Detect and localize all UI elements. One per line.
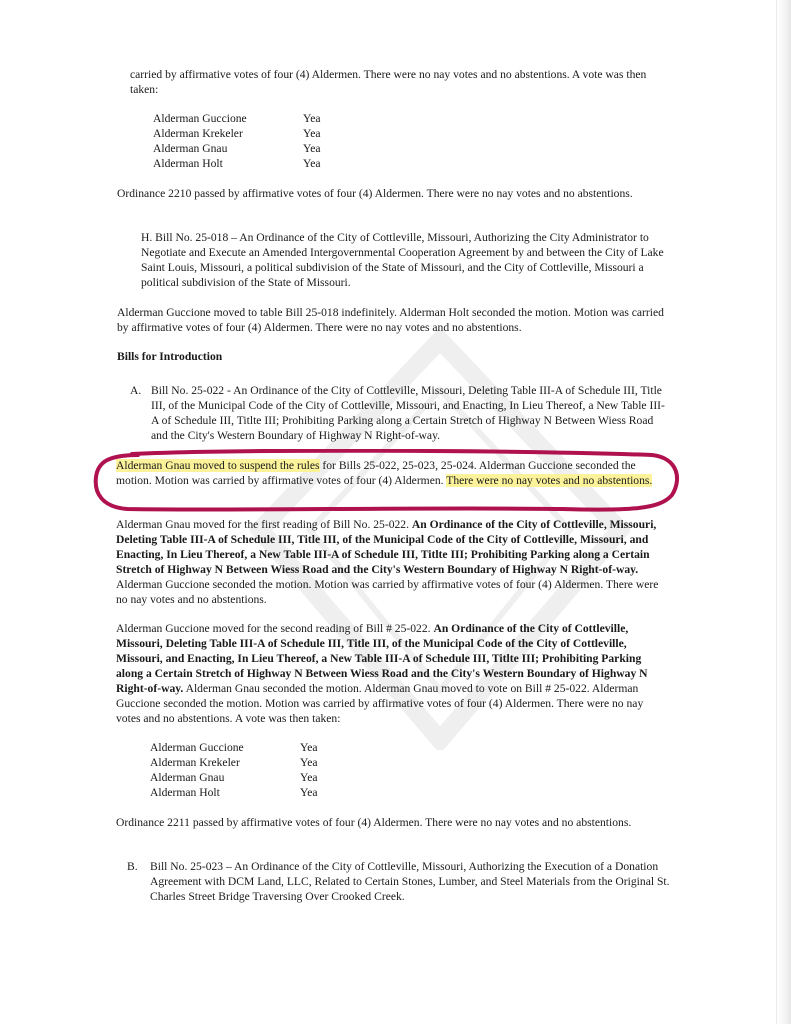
item-a-label: A. bbox=[130, 384, 142, 397]
item-h-bill-25-018: H. Bill No. 25-018 – An Ordinance of the City of Cottleville, Missouri, Authorizing the City Administrator to Negotiate and Execute an Amended Intergovernmental Cooperation Agreement by and between the City of Lake Saint Louis, Missouri, a political subdivision of the State of Missouri, and the City of Cottleville, Missouri a political subdivision of the State of Missouri. bbox=[141, 231, 664, 289]
voter-name: Alderman Krekeler bbox=[153, 127, 243, 140]
highlight-no-nay: There were no nay votes and no abstentions. bbox=[446, 474, 653, 487]
item-b-bill-25-023: Bill No. 25-023 – An Ordinance of the City of Cottleville, Missouri, Authorizing the Execution of a Donation Agreement with DCM Land, LLC, Related to Certain Stones, Lumber, and Steel Materials from the Original St. Charles Street Bridge Traversing Over Crooked Creek. bbox=[150, 860, 670, 903]
paragraph-suspend-rules: Alderman Gnau moved to suspend the rules for Bills 25-022, 25-023, 25-024. Alderman Guccione seconded the motion. Motion was carried by affirmative votes of four (4) Aldermen. There were no nay votes and no abstentions. bbox=[116, 459, 653, 487]
voter-vote: Yea bbox=[300, 786, 318, 799]
paragraph-vote-intro: carried by affirmative votes of four (4) Aldermen. There were no nay votes and no abstentions. A vote was then taken: bbox=[130, 68, 647, 96]
paragraph-table-motion: Alderman Guccione moved to table Bill 25-018 indefinitely. Alderman Holt seconded the motion. Motion was carried by affirmative votes of four (4) Aldermen. There were no nay votes and no abstentions. bbox=[117, 306, 664, 334]
voter-name: Alderman Holt bbox=[153, 157, 223, 170]
voter-vote: Yea bbox=[300, 741, 318, 754]
voter-vote: Yea bbox=[303, 127, 321, 140]
voter-name: Alderman Guccione bbox=[150, 741, 244, 754]
voter-name: Alderman Guccione bbox=[153, 112, 247, 125]
voter-vote: Yea bbox=[300, 771, 318, 784]
section-heading: Bills for Introduction bbox=[117, 350, 223, 363]
paragraph-ordinance-2211: Ordinance 2211 passed by affirmative votes of four (4) Aldermen. There were no nay votes and no abstentions. bbox=[116, 816, 632, 829]
paragraph-second-reading: Alderman Guccione moved for the second reading of Bill # 25-022. An Ordinance of the City of Cottleville, Missouri, Deleting Table III-A of Schedule III, Title III, of the Municipal Code of the City of Cottleville, Missouri, and Enacting, In Lieu Thereof, a New Table III-A of Schedule III, Titlte III; Prohibiting Parking along a Certain Stretch of Highway N Between Wiess Road and the City's Western Boundary of Highway N Right-of-way. Alderman Gnau seconded the motion. Alderman Gnau moved to vote on Bill # 25-022. Alderman Guccione seconded the motion. Motion was carried by affirmative votes of four (4) Aldermen. There were no nay votes and no abstentions. A vote was then taken: bbox=[116, 622, 648, 725]
paragraph-first-reading: Alderman Gnau moved for the first reading of Bill No. 25-022. An Ordinance of the City of Cottleville, Missouri, Deleting Table III-A of Schedule III, Title III, of the Municipal Code of the City of Cottleville, Missouri, and Enacting, In Lieu Thereof, a New Table III-A of Schedule III, Titlte III; Prohibiting Parking along a Certain Stretch of Highway N Between Wiess Road and the City's Western Boundary of Highway N Right-of-way. Alderman Guccione seconded the motion. Motion was carried by affirmative votes of four (4) Aldermen. There were no nay votes and no abstentions. bbox=[116, 518, 659, 606]
voter-vote: Yea bbox=[303, 112, 321, 125]
voter-vote: Yea bbox=[300, 756, 318, 769]
voter-name: Alderman Krekeler bbox=[150, 756, 240, 769]
voter-name: Alderman Holt bbox=[150, 786, 220, 799]
item-b-label: B. bbox=[127, 860, 138, 873]
voter-name: Alderman Gnau bbox=[150, 771, 225, 784]
voter-vote: Yea bbox=[303, 142, 321, 155]
highlight-suspend: Alderman Gnau moved to suspend the rules bbox=[116, 459, 320, 472]
scan-edge bbox=[776, 0, 791, 1024]
item-a-bill-25-022: Bill No. 25-022 - An Ordinance of the City of Cottleville, Missouri, Deleting Table III-A of Schedule III, Title III, of the Municipal Code of the City of Cottleville, Missouri, and Enacting, In Lieu Thereof, a New Table III-A of Schedule III, Titlte III; Prohibiting Parking along a Certain Stretch of Highway N Between Wiess Road and the City's Western Boundary of Highway N Right-of-way. bbox=[151, 384, 665, 442]
paragraph-ordinance-2210: Ordinance 2210 passed by affirmative votes of four (4) Aldermen. There were no nay votes and no abstentions. bbox=[117, 187, 633, 200]
voter-vote: Yea bbox=[303, 157, 321, 170]
voter-name: Alderman Gnau bbox=[153, 142, 228, 155]
